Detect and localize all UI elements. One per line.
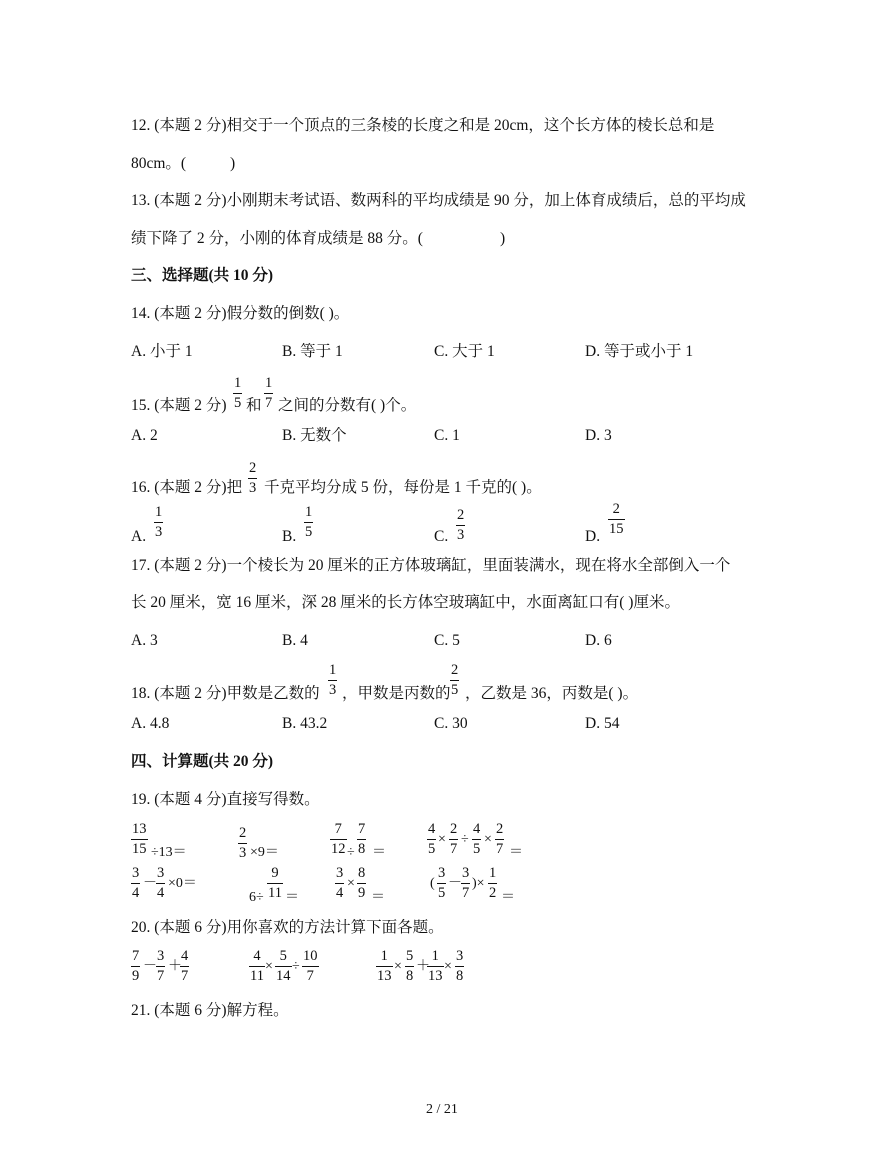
q19-expr3-op: ÷ bbox=[347, 845, 355, 860]
section-heading-choice: 三、选择题(共 10 分) bbox=[131, 267, 274, 284]
q15-option-d: D. 3 bbox=[585, 427, 612, 444]
q18-prefix: 18. (本题 2 分)甲数是乙数的 bbox=[131, 685, 320, 702]
q17-option-c: C. 5 bbox=[434, 632, 460, 649]
q17-line1: 17. (本题 2 分)一个棱长为 20 厘米的正方体玻璃缸，里面装满水，现在将水全部倒入一个 bbox=[131, 557, 731, 574]
q16-option-a-label: A. bbox=[131, 528, 147, 545]
q19-expr7-rest: ＝ bbox=[371, 890, 385, 905]
q19-expr2-rest: ×9＝ bbox=[250, 845, 279, 860]
q19-expr8-fraction-2: 3 7 bbox=[462, 865, 470, 901]
q19-expr4-fraction-2: 2 7 bbox=[450, 821, 458, 857]
q14-option-d: D. 等于或小于 1 bbox=[585, 343, 694, 360]
q16-option-a-fraction: 1 3 bbox=[155, 504, 163, 540]
q18-option-b: B. 43.2 bbox=[282, 715, 328, 732]
q20-expr3-op3: × bbox=[444, 959, 452, 974]
q14-stem: 14. (本题 2 分)假分数的倒数( )。 bbox=[131, 305, 350, 322]
q20-expr2-op2: ÷ bbox=[292, 959, 300, 974]
q15-option-a: A. 2 bbox=[131, 427, 158, 444]
q19-expr3-fraction-1: 7 12 bbox=[331, 821, 346, 857]
q12-answer-close: ) bbox=[230, 155, 236, 172]
q20-expr2-fraction-1: 4 11 bbox=[250, 948, 264, 984]
q19-expr4-op3: × bbox=[484, 832, 492, 847]
q16-option-d-fraction: 2 15 bbox=[609, 501, 624, 537]
q19-expr8-fraction-1: 3 5 bbox=[438, 865, 446, 901]
q18-option-a: A. 4.8 bbox=[131, 715, 170, 732]
q16-suffix: 千克平均分成 5 份，每份是 1 千克的( )。 bbox=[264, 479, 542, 496]
q20-expr2-fraction-3: 10 7 bbox=[303, 948, 318, 984]
q20-expr3-op1: × bbox=[394, 959, 402, 974]
q16-fraction: 2 3 bbox=[249, 460, 257, 496]
q20-expr1-fraction-1: 7 9 bbox=[132, 948, 140, 984]
q19-expr7-op: × bbox=[347, 876, 355, 891]
q20-expr3-fraction-2: 5 8 bbox=[406, 948, 414, 984]
q17-line2: 长 20 厘米，宽 16 厘米，深 28 厘米的长方体空玻璃缸中，水面离缸口有( )厘米。 bbox=[131, 594, 680, 611]
q18-fraction-1: 1 3 bbox=[329, 662, 337, 698]
q17-option-b: B. 4 bbox=[282, 632, 308, 649]
q19-expr1-rest: ÷13＝ bbox=[151, 845, 187, 860]
q20-expr3-fraction-4: 3 8 bbox=[456, 948, 464, 984]
q19-expr7-fraction-2: 8 9 bbox=[358, 865, 366, 901]
q20-expr2-op1: × bbox=[265, 959, 273, 974]
q19-expr6-rest: ＝ bbox=[285, 890, 299, 905]
q18-option-c: C. 30 bbox=[434, 715, 468, 732]
q19-expr1-fraction: 13 15 bbox=[132, 821, 147, 857]
q19-expr5-fraction-2: 3 4 bbox=[157, 865, 165, 901]
q18-suffix: ，乙数是 36，丙数是( )。 bbox=[465, 685, 639, 702]
q13-line2: 绩下降了 2 分，小刚的体育成绩是 88 分。( bbox=[131, 230, 423, 247]
q19-expr3-rest: ＝ bbox=[372, 845, 386, 860]
q19-expr5-fraction-1: 3 4 bbox=[132, 865, 140, 901]
q15-fraction-1: 1 5 bbox=[234, 375, 242, 411]
q20-expr3-op2: ＋ bbox=[416, 959, 430, 974]
q15-prefix: 15. (本题 2 分) bbox=[131, 397, 227, 414]
q15-fraction-2: 1 7 bbox=[265, 375, 273, 411]
q19-expr8-rest: ＝ bbox=[501, 890, 515, 905]
q15-option-b: B. 无数个 bbox=[282, 427, 347, 444]
q16-option-d-label: D. bbox=[585, 528, 601, 545]
q20-expr1-op2: ＋ bbox=[168, 959, 182, 974]
q15-suffix: 之间的分数有( )个。 bbox=[278, 397, 417, 414]
q20-expr2-fraction-2: 5 14 bbox=[276, 948, 291, 984]
q15-option-c: C. 1 bbox=[434, 427, 460, 444]
section-heading-calculation: 四、计算题(共 20 分) bbox=[131, 753, 274, 770]
q19-expr4-fraction-4: 2 7 bbox=[496, 821, 504, 857]
q18-option-d: D. 54 bbox=[585, 715, 620, 732]
q16-prefix: 16. (本题 2 分)把 bbox=[131, 479, 243, 496]
q17-option-d: D. 6 bbox=[585, 632, 612, 649]
q14-option-c: C. 大于 1 bbox=[434, 343, 495, 360]
q20-expr3-fraction-1: 1 13 bbox=[377, 948, 392, 984]
q19-expr5-op1: － bbox=[143, 876, 157, 891]
q19-expr8-op1: － bbox=[448, 876, 462, 891]
q20-expr3-fraction-3: 1 13 bbox=[428, 948, 443, 984]
q21-stem: 21. (本题 6 分)解方程。 bbox=[131, 1002, 289, 1019]
q20-stem: 20. (本题 6 分)用你喜欢的方法计算下面各题。 bbox=[131, 919, 444, 936]
q19-expr2-fraction: 2 3 bbox=[239, 825, 247, 861]
q19-expr8-rparen: )× bbox=[472, 876, 485, 891]
q20-expr1-op1: － bbox=[143, 959, 157, 974]
q12-line2: 80cm。( bbox=[131, 155, 187, 172]
q19-expr4-fraction-3: 4 5 bbox=[473, 821, 481, 857]
q19-expr6-pre: 6÷ bbox=[249, 890, 264, 905]
q20-expr1-fraction-2: 3 7 bbox=[157, 948, 165, 984]
q13-answer-close: ) bbox=[500, 230, 506, 247]
q16-option-c-label: C. bbox=[434, 528, 449, 545]
q16-option-b-fraction: 1 5 bbox=[305, 504, 313, 540]
q16-option-c-fraction: 2 3 bbox=[457, 507, 465, 543]
q19-expr4-op2: ÷ bbox=[461, 832, 469, 847]
q19-expr5-rest: ×0＝ bbox=[168, 876, 197, 891]
q19-expr4-fraction-1: 4 5 bbox=[428, 821, 436, 857]
q17-option-a: A. 3 bbox=[131, 632, 158, 649]
q19-expr8-fraction-3: 1 2 bbox=[489, 865, 497, 901]
q15-mid: 和 bbox=[246, 397, 262, 414]
q18-mid: ，甲数是丙数的 bbox=[342, 685, 451, 702]
q20-expr1-fraction-3: 4 7 bbox=[181, 948, 189, 984]
q13-line1: 13. (本题 2 分)小刚期末考试语、数两科的平均成绩是 90 分，加上体育成绩后，总的平均成 bbox=[131, 192, 746, 209]
q18-fraction-2: 2 5 bbox=[451, 662, 459, 698]
q19-expr6-fraction: 9 11 bbox=[268, 865, 282, 901]
q19-expr4-rest: ＝ bbox=[509, 845, 523, 860]
q19-expr4-op1: × bbox=[438, 832, 446, 847]
q16-option-b-label: B. bbox=[282, 528, 297, 545]
q19-expr3-fraction-2: 7 8 bbox=[358, 821, 366, 857]
q19-stem: 19. (本题 4 分)直接写得数。 bbox=[131, 791, 320, 808]
q19-expr7-fraction-1: 3 4 bbox=[336, 865, 344, 901]
q14-option-b: B. 等于 1 bbox=[282, 343, 343, 360]
q19-expr8-lparen: ( bbox=[430, 876, 435, 891]
page-number: 2 / 21 bbox=[426, 1102, 458, 1117]
q12-line1: 12. (本题 2 分)相交于一个顶点的三条棱的长度之和是 20cm，这个长方体的棱长总和是 bbox=[131, 117, 715, 134]
q14-option-a: A. 小于 1 bbox=[131, 343, 193, 360]
